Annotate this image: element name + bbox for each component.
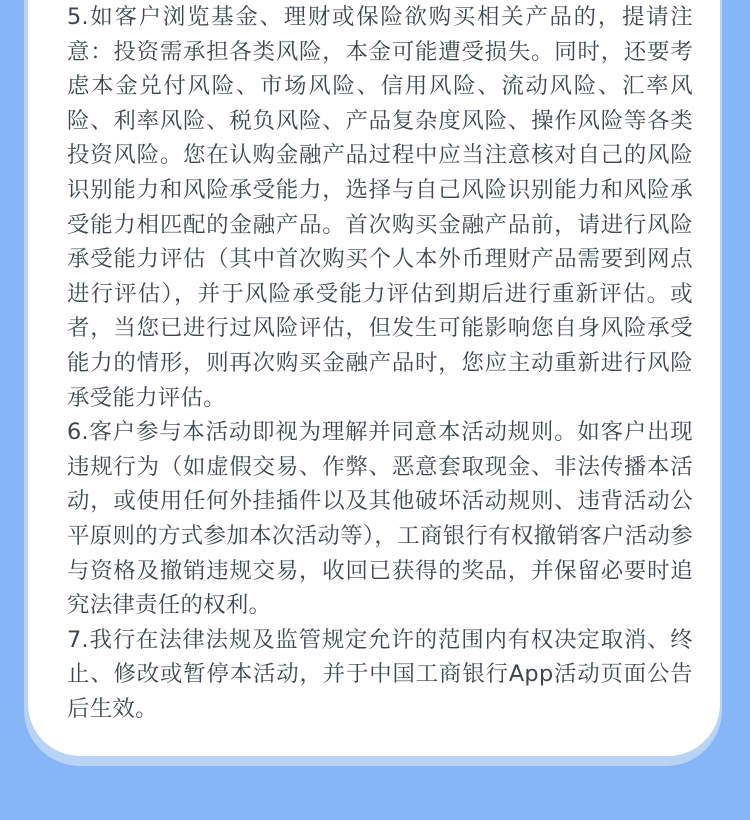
rules-list [67,0,693,726]
rule-item-7: 7.我行在法律法规及监管规定允许的范围内有权决定取消、终止、修改或暂停本活动，并于中国工商银行App活动页面公告后生效。 [67,626,693,722]
rule-item-5: 5.如客户浏览基金、理财或保险欲购买相关产品的，提请注意：投资需承担各类风险，本金可能遭受损失。同时，还要考虑本金兑付风险、市场风险、信用风险、流动风险、汇率风险、利率风险、税负风险、产品复杂度风险、操作风险等各类投资风险。您在认购金融产品过程中应当注意核对自己的风险识别能力和风险承受能力，选择与自己风险识别能力和风险承受能力相匹配的金融产品。首次购买金融产品前，请进行风险承受能力评估（其中首次购买个人本外币理财产品需要到网点进行评估），并于风险承受能力评估到期后进行重新评估。或者，当您已进行过风险评估，但发生可能影响您自身风险承受能力的情形，则再次购买金融产品时，您应主动重新进行风险承受能力评估。 [67,4,693,411]
rule-item-6: 6.客户参与本活动即视为理解并同意本活动规则。如客户出现违规行为（如虚假交易、作弊、恶意套取现金、非法传播本活动，或使用任何外挂插件以及其他破坏活动规则、违背活动公平原则的方式参加本次活动等），工商银行有权撤销客户活动参与资格及撤销违规交易，收回已获得的奖品，并保留必要时追究法律责任的权利。 [67,419,693,619]
